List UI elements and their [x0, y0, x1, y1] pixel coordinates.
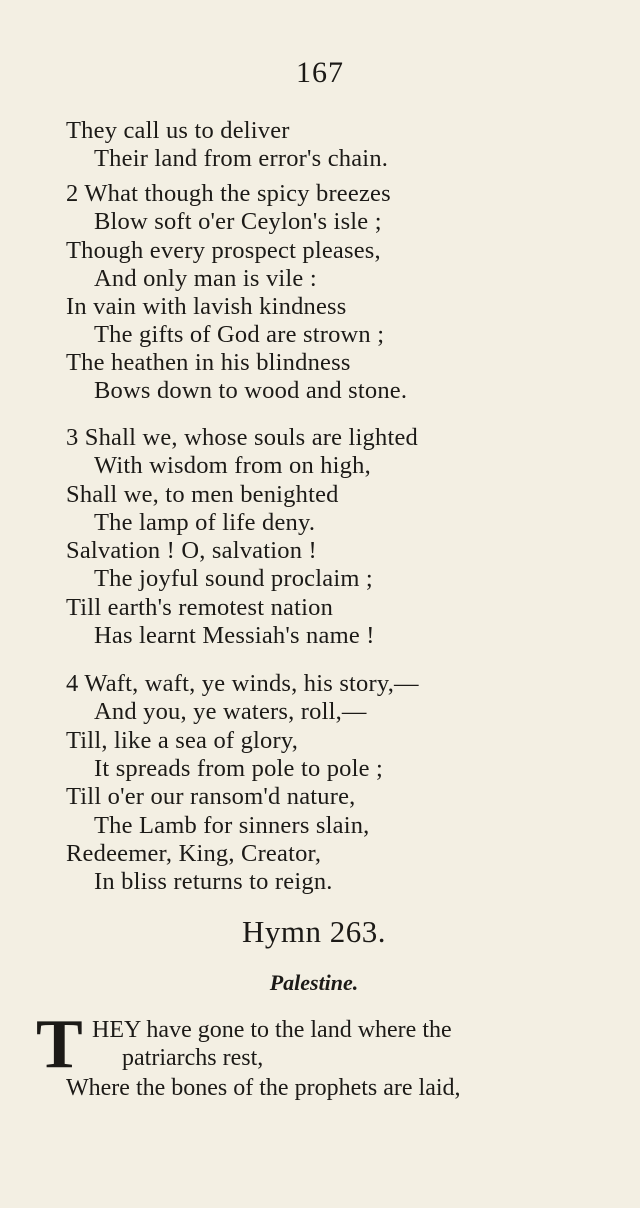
verse-line: 3 Shall we, whose souls are lighted	[66, 424, 418, 451]
verse-line: 4 Waft, waft, ye winds, his story,—	[66, 670, 419, 697]
hymn-title: Hymn 263.	[242, 914, 386, 949]
hymn-first-line: HEY have gone to the land where the	[92, 1017, 452, 1043]
verse-line: Bows down to wood and stone.	[94, 377, 408, 404]
verse-line: Has learnt Messiah's name !	[94, 622, 375, 649]
tune-name: Palestine.	[269, 970, 359, 995]
verse-line: The gifts of God are strown ;	[94, 321, 385, 348]
verse-line: They call us to deliver	[66, 117, 290, 144]
verse-line: Though every prospect pleases,	[66, 237, 381, 264]
verse-line: The heathen in his blindness	[66, 349, 351, 376]
verse-line: The joyful sound proclaim ;	[94, 565, 373, 592]
verse-line: Redeemer, King, Creator,	[66, 840, 322, 867]
verse-line: Blow soft o'er Ceylon's isle ;	[94, 208, 382, 235]
verse-line: The Lamb for sinners slain,	[94, 812, 370, 839]
verse-line: Till earth's remotest nation	[66, 594, 334, 621]
verse-line: It spreads from pole to pole ;	[94, 755, 384, 782]
drop-cap: T	[36, 1006, 83, 1083]
hymn-first-line-continuation: patriarchs rest,	[122, 1045, 264, 1071]
verse-line: And you, ye waters, roll,—	[94, 698, 367, 725]
verse-line: The lamp of life deny.	[94, 509, 316, 536]
verse-line: Their land from error's chain.	[94, 145, 389, 172]
verse-line: Salvation ! O, salvation !	[66, 537, 317, 564]
verse-line: Till o'er our ransom'd nature,	[66, 783, 356, 810]
verse-line: 2 What though the spicy breezes	[66, 180, 391, 207]
verse-line: And only man is vile :	[94, 265, 317, 292]
verse-line: In bliss returns to reign.	[94, 868, 333, 895]
verse-line: Till, like a sea of glory,	[66, 727, 299, 754]
hymn-second-line: Where the bones of the prophets are laid,	[66, 1075, 461, 1101]
verse-line: In vain with lavish kindness	[66, 293, 347, 320]
verse-line: With wisdom from on high,	[94, 452, 371, 479]
page-number: 167	[296, 56, 344, 89]
verse-line: Shall we, to men benighted	[66, 481, 339, 508]
